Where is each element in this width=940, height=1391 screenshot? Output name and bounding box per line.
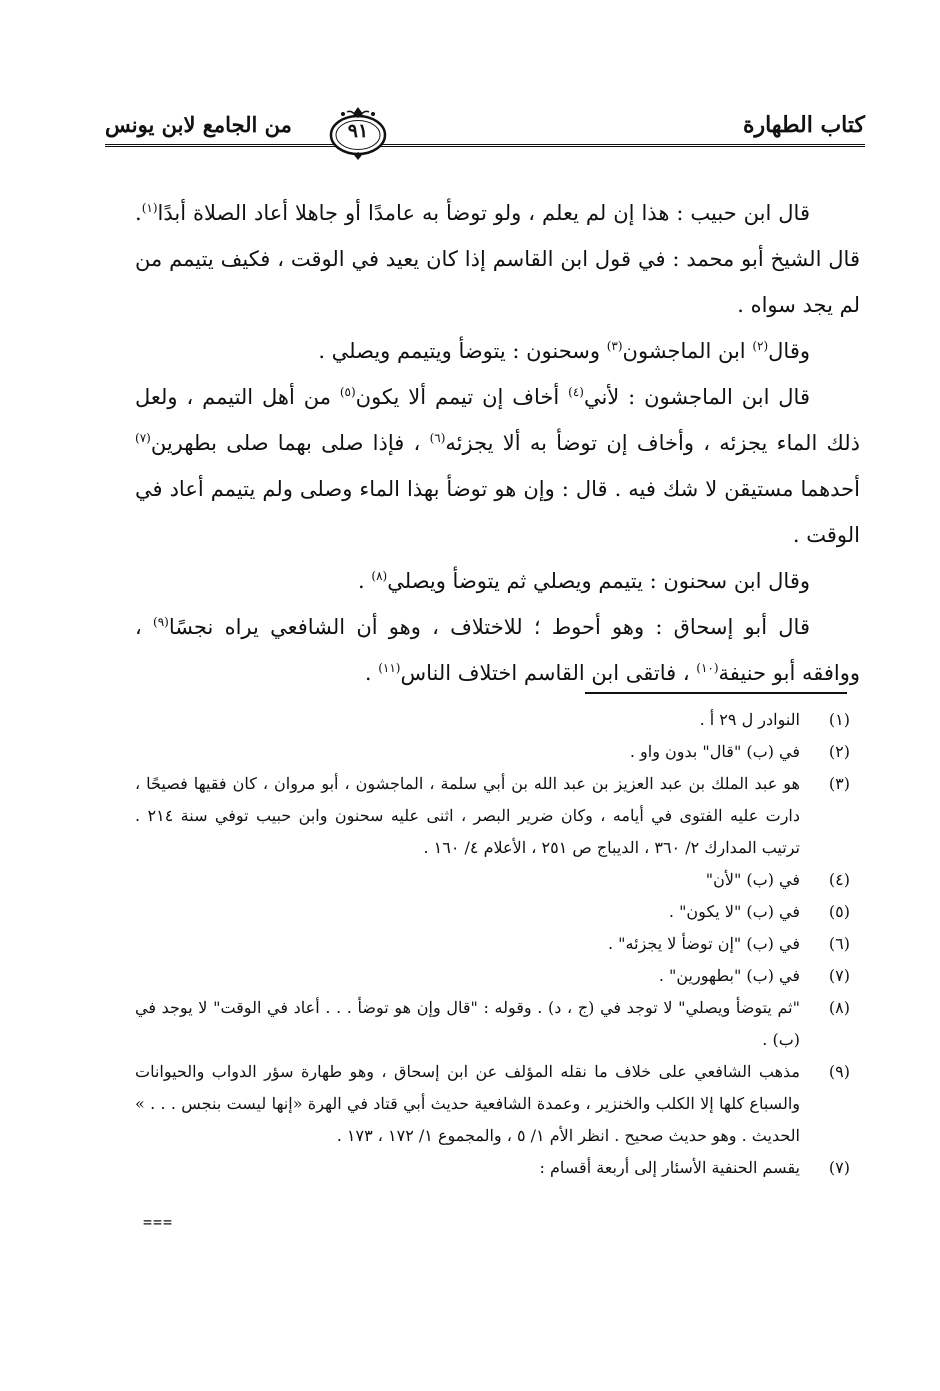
book-title: كتاب الطهارة [733, 112, 865, 138]
footnote-ref-8: (٨) [371, 569, 388, 583]
footnote-ref-3: (٣) [606, 339, 623, 353]
footnote-ref-9: (٩) [153, 615, 169, 629]
source-title: من الجامع لابن يونس [105, 112, 302, 137]
footnote: (٩) مذهب الشافعي على خلاف ما نقله المؤلف عن ابن إسحاق ، وهو طهارة سؤر الدواب والحيوانات والسباع كلها إلا الكلب والخنزير ، وعمدة الشافعية حديث أبي قتاد في الهرة «إنها ليست بنجس . . . » الحديث . وهو حديث صحيح . انظر الأم ١/ ٥ ، والمجموع ١/ ١٧٢ ، ١٧٣ . [135, 1062, 850, 1145]
header-rule [105, 144, 865, 147]
footnote-ref-1: (١) [141, 201, 158, 215]
footnote-ref-4: (٤) [568, 385, 584, 399]
page-number-ornament [323, 104, 393, 162]
footnote-separator [585, 692, 847, 694]
paragraph-4: وقال ابن سحنون : يتيمم ويصلي ثم يتوضأ ويصلي$^{(٨)}$ . [358, 569, 810, 593]
footnote-ref-5: (٥) [339, 385, 356, 399]
page-number: ٩١ [347, 120, 369, 142]
paragraph-1: قال ابن حبيب : هذا إن لم يعلم ، ولو توضأ به عامدًا أو جاهلا أعاد الصلاة أبدًا$^{(١)}$. قال الشيخ أبو محمد : في قول ابن القاسم إذا كان يعيد في الوقت ، فكيف يتيمم من لم يجد سواه . [135, 201, 860, 317]
footnote: (٣) هو عبد الملك بن عبد العزيز بن عبد الله بن أبي سلمة ، الماجشون ، أبو مروان ، كان فقيها فصيحًا ، دارت عليه الفتوى في أيامه ، وكان ضرير البصر ، اثنى عليه سحنون وابن حبيب توفي سنة ٢١٤ . ترتيب المدارك ٢/ ٣٦٠ ، الديباج ص ٢٥١ ، الأعلام ٤/ ١٦٠ . [135, 774, 850, 857]
page-header [105, 108, 865, 158]
footnote: (٢) في (ب) "قال" بدون واو . [629, 742, 850, 761]
footnote-ref-2: (٢) [752, 339, 769, 353]
footnote-ref-6: (٦) [429, 431, 446, 445]
paragraph-3: قال ابن الماجشون : لأني$^{(٤)}$ أخاف إن تيمم ألا يكون$^{(٥)}$ من أهل التيمم ، ولعل ذلك الماء يجزئه ، وأخاف إن توضأ به ألا يجزئه$^{(٦)}$ ، فإذا صلى بهما صلى بطهرين$^{(٧)}$ أحدهما مستيقن لا شك فيه . قال : وإن هو توضأ بهذا الماء وصلى ولم يتيمم أعاد في الوقت . [135, 385, 860, 547]
paragraph-2: وقال$^{(٢)}$ ابن الماجشون$^{(٣)}$ وسحنون : يتوضأ ويتيمم ويصلي . [318, 339, 810, 363]
footnote: (٥) في (ب) "لا يكون" . [668, 902, 850, 921]
continuation-mark: === [143, 1213, 174, 1231]
footnote-ref-11: (١١) [378, 661, 401, 675]
footnote: (٧) يقسم الحنفية الأسئار إلى أربعة أقسام : [539, 1158, 850, 1177]
paragraph-5: قال أبو إسحاق : وهو أحوط ؛ للاختلاف ، وهو أن الشافعي يراه نجسًا$^{(٩)}$ ، ووافقه أبو حنيفة$^{(١٠)}$ ، فاتقى ابن القاسم اختلاف الناس$^{(١١)}$ . [135, 615, 860, 685]
footnote-ref-7: (٧) [135, 431, 151, 445]
footnote: (٧) في (ب) "بطهورين" . [658, 966, 850, 985]
footnotes [135, 704, 850, 1184]
main-text [135, 190, 860, 696]
footnote: (٦) في (ب) "إن توضأ لا يجزئه" . [608, 934, 850, 953]
footnote-ref-10: (١٠) [696, 661, 719, 675]
footnote: (٨) "ثم يتوضأ ويصلي" لا توجد في (ج ، د) . وقوله : "قال وإن هو توضأ . . . أعاد في الوقت" لا يوجد في (ب) . [135, 998, 850, 1049]
footnote: (٤) في (ب) "لأن" [705, 870, 850, 889]
footnote: (١) النوادر ل ٢٩ أ . [699, 710, 850, 729]
